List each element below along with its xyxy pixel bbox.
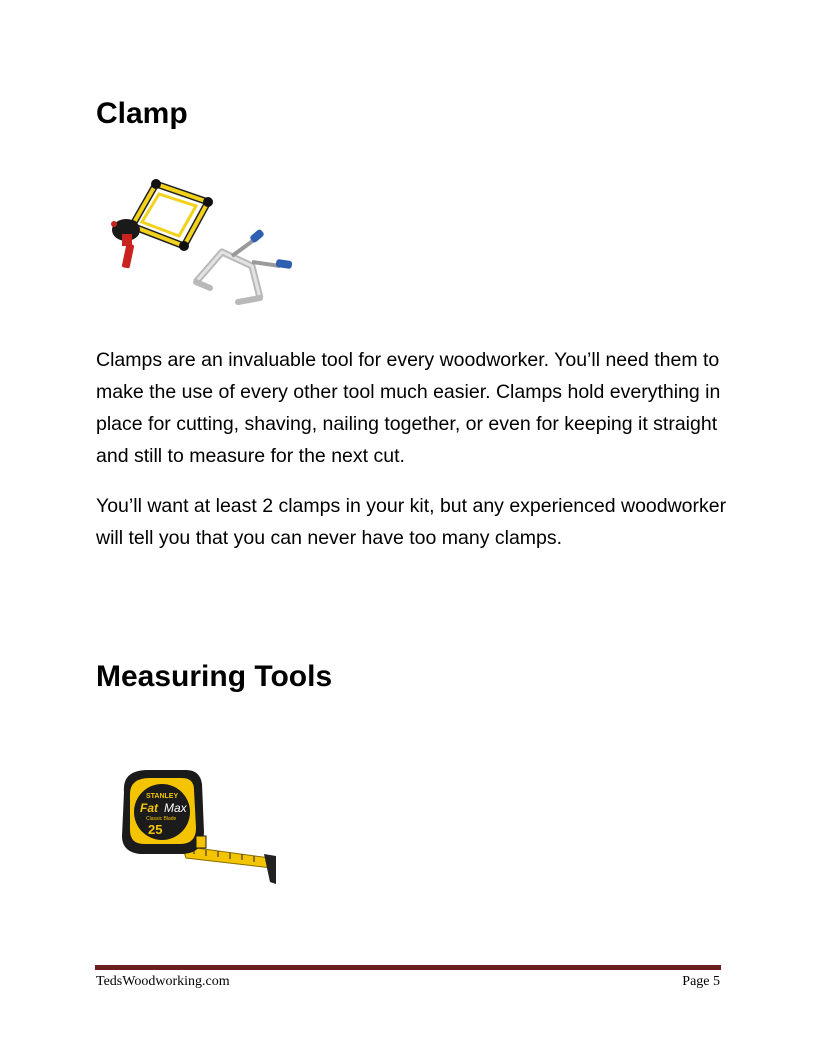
corner-clamp-illustration <box>196 228 292 302</box>
section-heading-measuring-tools: Measuring Tools <box>96 660 333 693</box>
footer-site-name: TedsWoodworking.com <box>96 974 230 989</box>
tape-brand-label: STANLEY <box>146 793 179 800</box>
section-heading-clamp: Clamp <box>96 97 188 130</box>
tape-measure-photo <box>112 762 284 892</box>
frame-clamp-illustration <box>111 179 213 269</box>
tape-sub-label: Classic Blade <box>146 816 177 822</box>
tape-model-label-1: Fat <box>140 801 158 815</box>
footer-rule <box>95 965 721 970</box>
clamps-photo <box>104 170 300 310</box>
tape-size-label: 25 <box>148 822 163 837</box>
clamp-paragraph-1: Clamps are an invaluable tool for every woodworker. You’ll need them to make the use of every other tool much easier. Clamps hold everything in place for cutting, shaving, nailing together, or even for keeping it straight and still to measure for the next cut. <box>96 349 721 467</box>
footer-page-number: Page 5 <box>682 974 720 989</box>
tape-model-label-2: Max <box>164 801 187 815</box>
clamp-paragraph-2: You’ll want at least 2 clamps in your kit, but any experienced woodworker will tell you that you can never have too many clamps. <box>96 495 727 549</box>
